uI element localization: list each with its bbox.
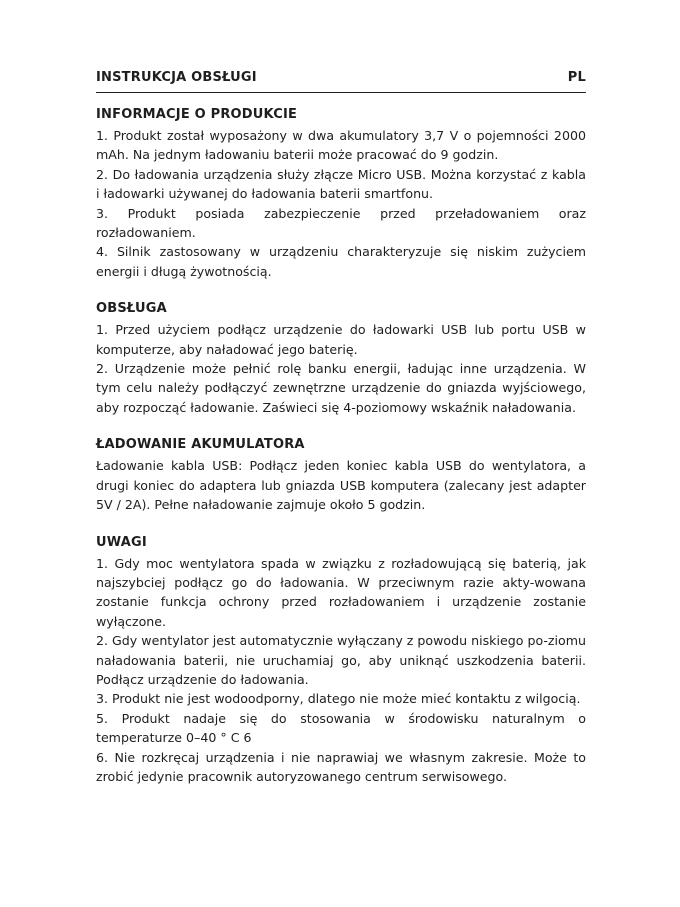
paragraph: 3. Produkt posiada zabezpieczenie przed przeładowaniem oraz rozładowaniem. <box>96 205 586 241</box>
section-operation <box>96 298 586 417</box>
paragraph: 2. Gdy wentylator jest automatycznie wyłączany z powodu niskiego po-ziomu naładowania baterii, nie uruchamiaj go, aby uniknąć uszkodzenia baterii. Podłącz urządzenie do ładowania. <box>96 633 586 687</box>
section-heading: UWAGI <box>96 534 147 550</box>
paragraph: 4. Silnik zastosowany w urządzeniu charakteryzuje się niskim zużyciem energii i długą żywotnością. <box>96 244 586 279</box>
paragraph: 1. Produkt został wyposażony w dwa akumulatory 3,7 V o pojemności 2000 mAh. Na jednym ładowaniu baterii może pracować do 9 godzin. <box>96 128 586 163</box>
section-heading: ŁADOWANIE AKUMULATORA <box>96 437 305 453</box>
section-product-info <box>96 104 586 281</box>
paragraph: Ładowanie kabla USB: Podłącz jeden koniec kabla USB do wentylatora, a drugi koniec do adaptera lub gniazda USB komputera (zalecany jest adapter 5V / 2A). Pełne naładowanie zajmuje około 5 godzin. <box>96 458 586 513</box>
paragraph: 3. Produkt nie jest wodoodporny, dlatego nie może mieć kontaktu z wilgocią. <box>96 691 581 707</box>
paragraph: 2. Do ładowania urządzenia służy złącze Micro USB. Można korzystać z kabla i ładowarki używanej do ładowania baterii smartfonu. <box>96 166 586 202</box>
section-notes <box>96 532 586 787</box>
manual-content <box>96 104 586 803</box>
header-title: INSTRUKCJA OBSŁUGI <box>96 70 257 85</box>
paragraph: 1. Gdy moc wentylatora spada w związku z rozładowującą się baterią, jak najszybciej podłącz go do ładowania. W przeciwnym razie akty-wowana zostanie funkcja ochrony przed rozładowaniem i urządzenie zostanie wyłączone. <box>96 555 586 629</box>
language-code: PL <box>567 70 586 85</box>
paragraph: 1. Przed użyciem podłącz urządzenie do ładowarki USB lub portu USB w komputerze, aby naładować jego baterię. <box>96 322 586 357</box>
header-divider <box>96 92 586 93</box>
paragraph: 6. Nie rozkręcaj urządzenia i nie naprawiaj we własnym zakresie. Może to zrobić jedynie pracownik autoryzowanego centrum serwisowego. <box>96 749 586 784</box>
paragraph: 5. Produkt nadaje się do stosowania w środowisku naturalnym o temperaturze 0–40 ° C 6 <box>96 710 586 746</box>
page-header <box>96 70 586 85</box>
section-heading: OBSŁUGA <box>96 301 167 317</box>
section-charging <box>96 434 586 514</box>
paragraph: 2. Urządzenie może pełnić rolę banku energii, ładując inne urządzenia. W tym celu należy podłączyć zewnętrzne urządzenie do gniazda wyjściowego, aby rozpocząć ładowanie. Zaświeci się 4-poziomowy wskaźnik naładowania. <box>96 361 586 415</box>
section-heading: INFORMACJE O PRODUKCIE <box>96 107 298 122</box>
